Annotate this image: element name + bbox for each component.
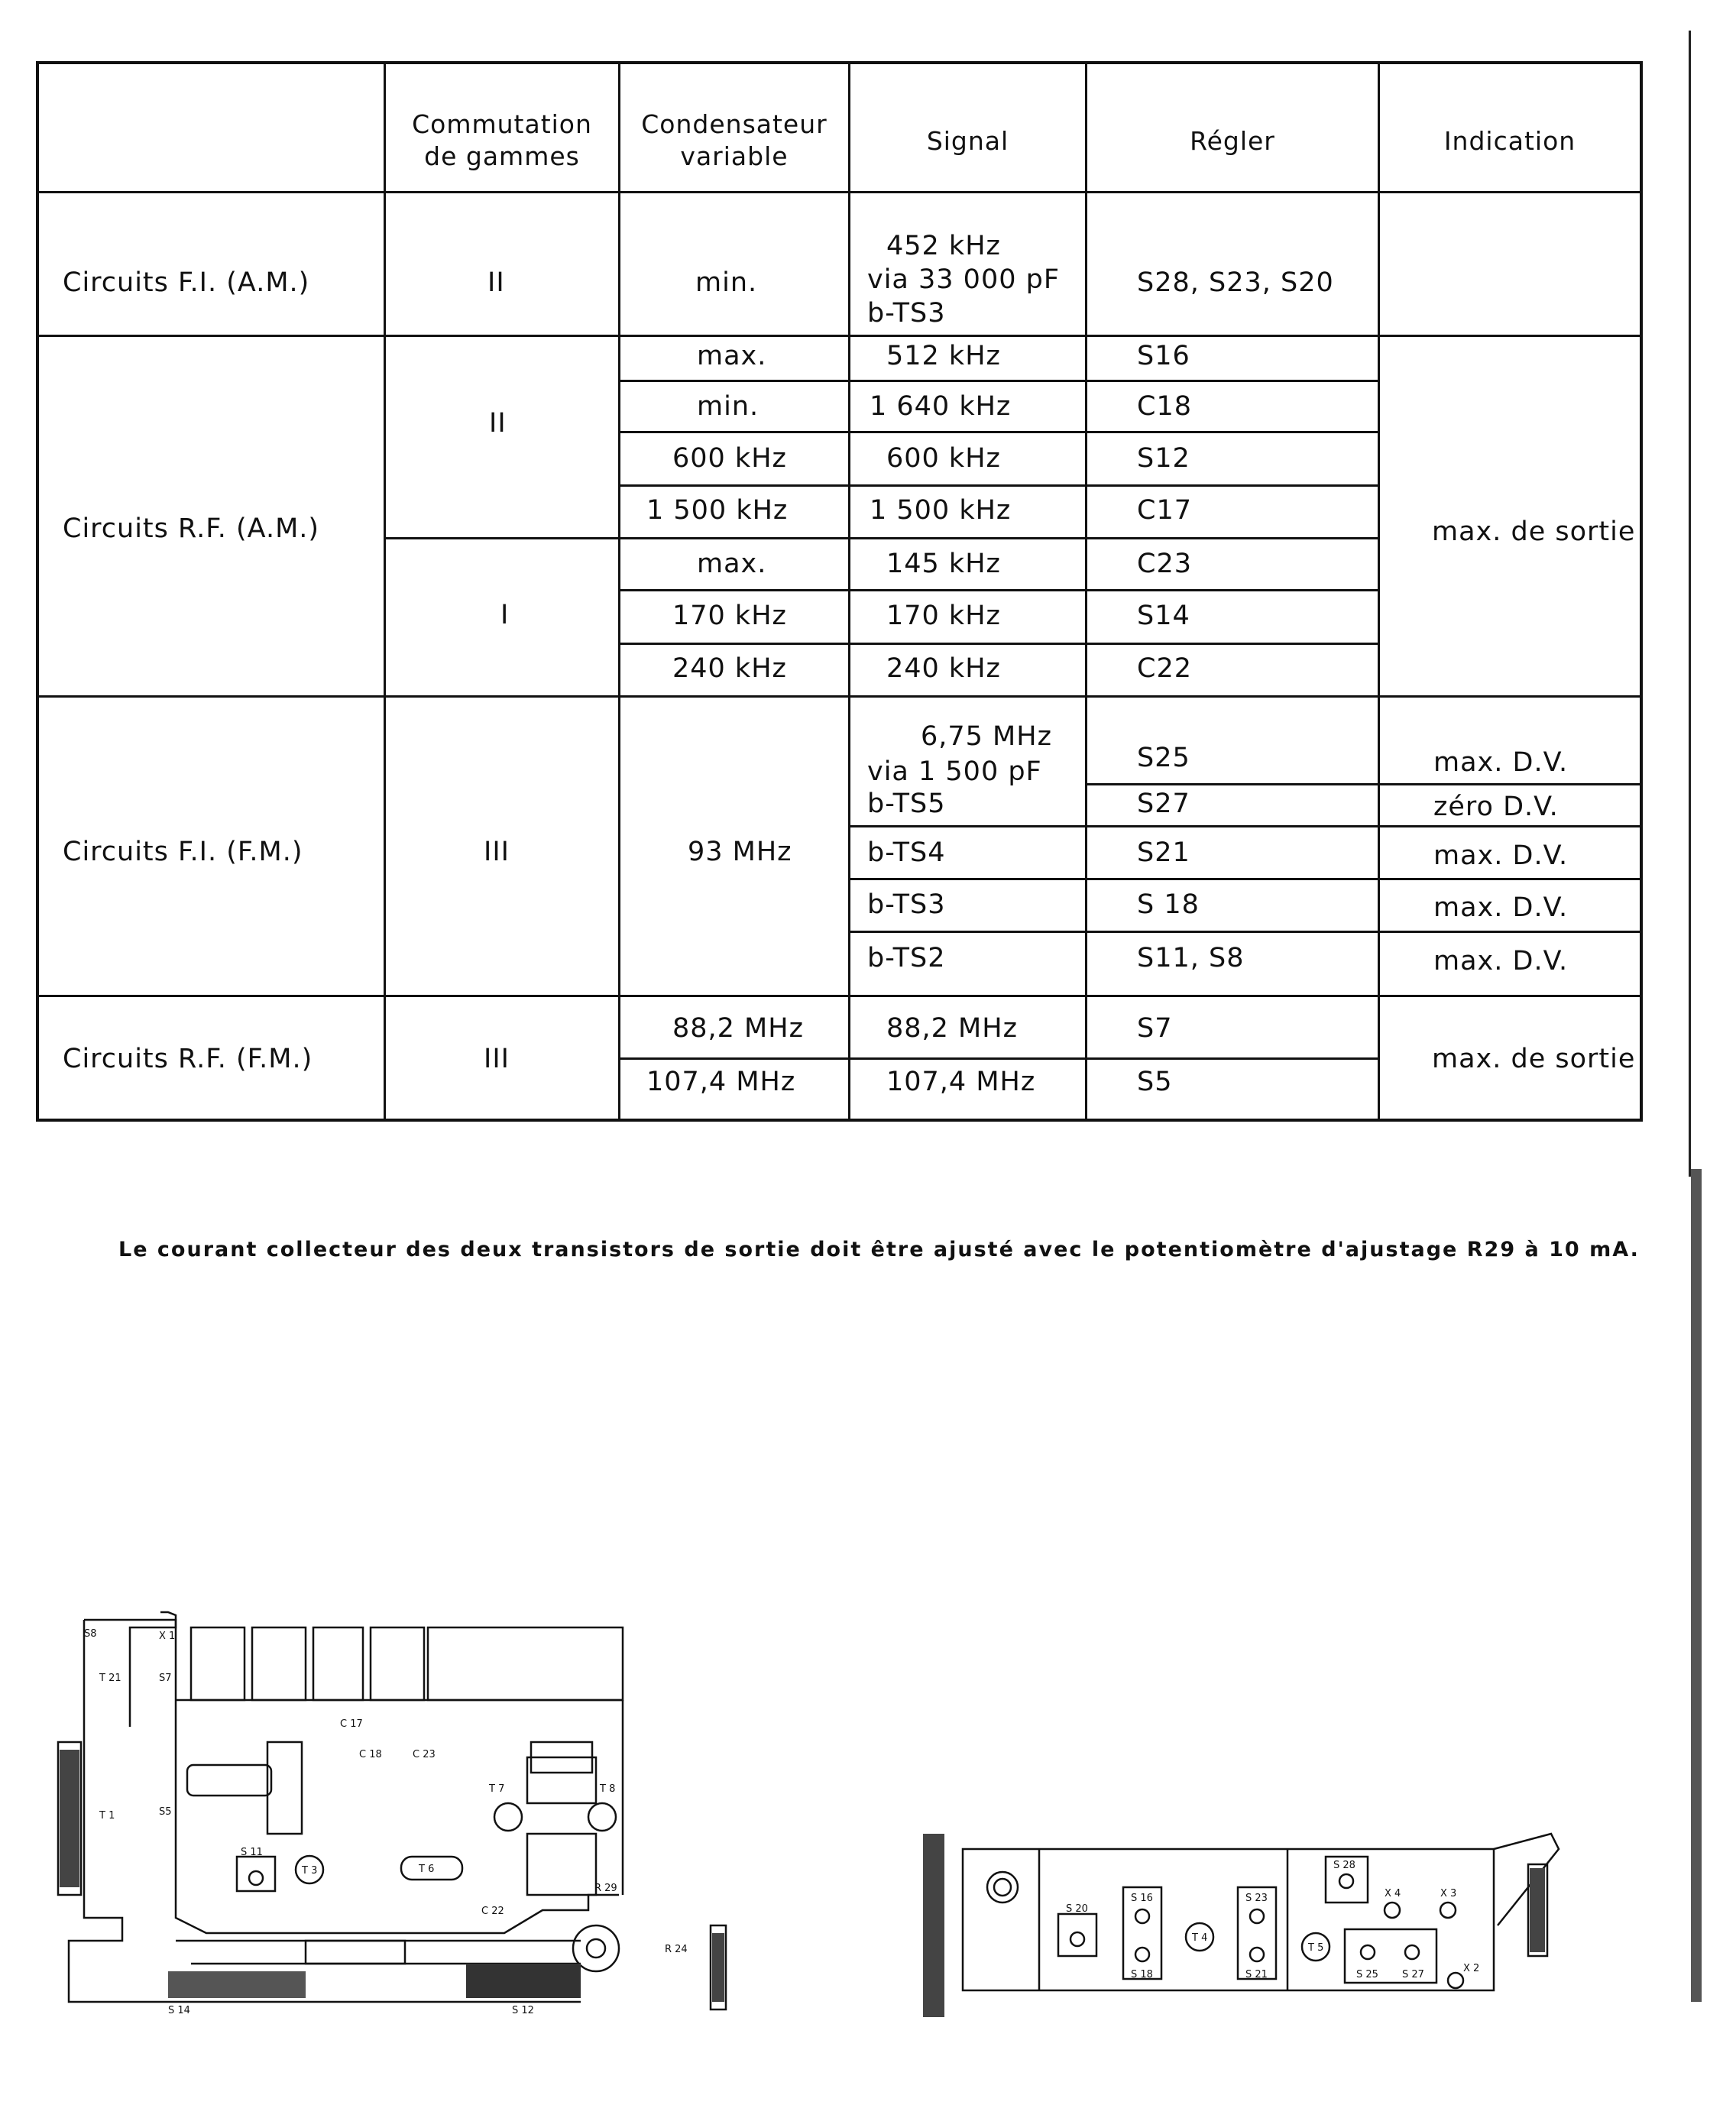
label-s12: S 12 xyxy=(512,2005,534,2016)
regler-value: C17 xyxy=(1137,495,1192,526)
label-t8: T 8 xyxy=(600,1783,616,1795)
signal-value: via 1 500 pF xyxy=(867,756,1042,787)
col-sep-1 xyxy=(384,61,386,1122)
regler-value: C18 xyxy=(1137,391,1192,422)
col-sep-2 xyxy=(618,61,620,1122)
chassis-outline xyxy=(69,1620,581,2002)
signal-value: b-TS2 xyxy=(867,943,946,973)
label-x3: X 3 xyxy=(1440,1888,1457,1899)
header-regler: Régler xyxy=(1190,126,1275,156)
regler-value: C22 xyxy=(1137,653,1192,684)
label-t6: T 6 xyxy=(419,1864,435,1875)
signal-value: 1 640 kHz xyxy=(870,391,1012,422)
condensateur-value: 240 kHz xyxy=(672,653,787,684)
label-c23: C 23 xyxy=(413,1749,436,1760)
row-line xyxy=(618,380,1380,382)
condensateur-value: min. xyxy=(697,391,760,422)
signal-value: 6,75 MHz xyxy=(921,721,1052,752)
signal-value: 170 kHz xyxy=(886,601,1001,631)
module-block xyxy=(313,1627,363,1700)
label-s11: S 11 xyxy=(241,1847,263,1858)
commutation-value: II xyxy=(489,408,507,439)
row-line xyxy=(1085,783,1643,785)
label-s16: S 16 xyxy=(1131,1893,1153,1904)
signal-value: 1 500 kHz xyxy=(870,495,1012,526)
header-indication: Indication xyxy=(1443,126,1576,156)
label-t1: T 1 xyxy=(99,1810,115,1822)
header-commutation: Commutation de gammes xyxy=(412,109,592,171)
regler-value: S14 xyxy=(1137,601,1190,631)
right-dial xyxy=(712,1933,724,2002)
x4-point xyxy=(1385,1903,1400,1918)
commutation-value: II xyxy=(487,267,505,298)
page-edge-shadow xyxy=(1691,1169,1702,2002)
commutation-value: III xyxy=(484,837,510,867)
regler-value: S16 xyxy=(1137,341,1190,371)
signal-value: b-TS3 xyxy=(867,889,946,920)
regler-value: S11, S8 xyxy=(1137,943,1245,973)
collector-current-note: Le courant collecteur des deux transistors de sortie doit être ajusté avec le potentiomètre d'ajustage R29 à 10 mA. xyxy=(118,1238,1640,1261)
table-border-left xyxy=(36,61,39,1122)
regler-value: C23 xyxy=(1137,549,1192,579)
indication-value: max. D.V. xyxy=(1433,892,1569,923)
left-dial xyxy=(60,1750,79,1887)
col-sep-5 xyxy=(1378,61,1380,1122)
section-sep-2 xyxy=(36,695,1643,698)
label-s23: S 23 xyxy=(1245,1893,1268,1904)
label-s20: S 20 xyxy=(1066,1903,1088,1915)
signal-value: 452 kHz xyxy=(886,231,1001,261)
label-s25: S 25 xyxy=(1356,1969,1378,1980)
signal-value: 88,2 MHz xyxy=(886,1013,1018,1044)
condensateur-value: 170 kHz xyxy=(672,601,787,631)
label-t3: T 3 xyxy=(302,1865,318,1877)
header-signal: Signal xyxy=(926,126,1009,156)
label-r29: R 29 xyxy=(594,1883,617,1894)
col-sep-3 xyxy=(848,61,850,1122)
t7-can xyxy=(494,1803,522,1831)
row-line xyxy=(618,537,1380,539)
row-line xyxy=(848,931,1643,933)
label-x2: X 2 xyxy=(1463,1963,1480,1974)
indication-value: zéro D.V. xyxy=(1433,792,1559,822)
regler-value: S28, S23, S20 xyxy=(1137,267,1334,298)
condensateur-value: 88,2 MHz xyxy=(672,1013,804,1044)
mount-hole xyxy=(987,1872,1018,1903)
label-t7: T 7 xyxy=(489,1783,505,1795)
label-s5: S5 xyxy=(159,1806,172,1818)
label-s28: S 28 xyxy=(1333,1860,1355,1871)
module-block xyxy=(371,1627,424,1700)
label-s27: S 27 xyxy=(1402,1969,1424,1980)
label-s18: S 18 xyxy=(1131,1969,1153,1980)
section-sep-1 xyxy=(36,335,1643,337)
signal-value: 600 kHz xyxy=(886,443,1001,474)
indication-value: max. de sortie xyxy=(1432,517,1636,547)
label-x4: X 4 xyxy=(1385,1888,1401,1899)
label-c18: C 18 xyxy=(359,1749,382,1760)
module-block xyxy=(191,1627,245,1700)
section-label-fi-fm: Circuits F.I. (F.M.) xyxy=(63,837,303,867)
signal-value: b-TS3 xyxy=(867,298,946,329)
label-t21: T 21 xyxy=(99,1673,121,1684)
chassis-diagram-right xyxy=(917,1826,1605,2025)
regler-value: S12 xyxy=(1137,443,1190,474)
condensateur-value: min. xyxy=(695,267,758,298)
header-sep xyxy=(36,191,1643,193)
indication-value: max. de sortie xyxy=(1432,1044,1636,1074)
label-s21: S 21 xyxy=(1245,1969,1268,1980)
label-c22: C 22 xyxy=(481,1906,504,1917)
signal-value: 512 kHz xyxy=(886,341,1001,371)
condensateur-value: 600 kHz xyxy=(672,443,787,474)
regler-value: S7 xyxy=(1137,1013,1173,1044)
signal-value: 240 kHz xyxy=(886,653,1001,684)
indication-value: max. D.V. xyxy=(1433,840,1569,871)
row-line xyxy=(848,825,1643,827)
x2-point xyxy=(1448,1973,1463,1988)
s14-band xyxy=(168,1971,306,1998)
indication-value: max. D.V. xyxy=(1433,747,1569,778)
chassis-diagram-left xyxy=(53,1605,741,2017)
signal-value: b-TS5 xyxy=(867,789,946,819)
signal-value: via 33 000 pF xyxy=(867,264,1060,295)
commutation-value: III xyxy=(484,1044,510,1074)
label-t5: T 5 xyxy=(1308,1942,1324,1954)
label-c17: C 17 xyxy=(340,1718,363,1730)
label-x1: X 1 xyxy=(159,1631,176,1642)
regler-value: S27 xyxy=(1137,789,1190,819)
table-border-top xyxy=(36,61,1643,64)
row-line xyxy=(618,484,1380,487)
condensateur-value: max. xyxy=(697,341,767,371)
signal-value: 107,4 MHz xyxy=(886,1067,1036,1097)
section-label-rf-fm: Circuits R.F. (F.M.) xyxy=(63,1044,313,1074)
row-line xyxy=(618,589,1380,591)
regler-value: S21 xyxy=(1137,837,1190,868)
row-line xyxy=(618,643,1380,645)
signal-value: 145 kHz xyxy=(886,549,1001,579)
label-s7: S7 xyxy=(159,1673,172,1684)
row-line xyxy=(618,1057,1380,1060)
row-line xyxy=(848,878,1643,880)
rod-antenna xyxy=(187,1765,271,1796)
tuner-coil xyxy=(267,1742,302,1834)
s20-box xyxy=(1058,1914,1096,1956)
page-edge-line xyxy=(1689,31,1691,1177)
indication-value: max. D.V. xyxy=(1433,946,1569,976)
chassis-outline xyxy=(130,1612,176,1727)
commutation-sep xyxy=(384,537,618,539)
label-r24: R 24 xyxy=(665,1944,688,1955)
s12-band xyxy=(466,1964,581,1998)
section-label-rf-am: Circuits R.F. (A.M.) xyxy=(63,513,320,544)
table-border-bottom xyxy=(36,1119,1643,1122)
module-block xyxy=(252,1627,306,1700)
condensateur-value: 1 500 kHz xyxy=(646,495,789,526)
regler-value: S5 xyxy=(1137,1067,1173,1097)
col-sep-4 xyxy=(1085,61,1087,1122)
condensateur-value: 107,4 MHz xyxy=(646,1067,796,1097)
table-border-right xyxy=(1640,61,1643,1122)
right-knob xyxy=(1530,1868,1545,1952)
t8-can xyxy=(588,1803,616,1831)
header-condensateur: Condensateur variable xyxy=(641,109,828,171)
regler-value: S25 xyxy=(1137,743,1190,773)
commutation-value: I xyxy=(500,600,510,630)
module-block xyxy=(428,1627,623,1700)
label-t4: T 4 xyxy=(1192,1932,1208,1944)
label-s14: S 14 xyxy=(168,2005,190,2016)
section-sep-3 xyxy=(36,995,1643,997)
chassis-outline xyxy=(176,1627,619,1933)
condensateur-value: 93 MHz xyxy=(688,837,792,867)
condensateur-value: max. xyxy=(697,549,767,579)
section-label-fi-am: Circuits F.I. (A.M.) xyxy=(63,267,310,298)
x3-point xyxy=(1440,1903,1456,1918)
signal-value: b-TS4 xyxy=(867,837,946,868)
label-s8: S8 xyxy=(84,1628,97,1640)
row-line xyxy=(618,431,1380,433)
regler-value: S 18 xyxy=(1137,889,1200,920)
left-knob xyxy=(923,1834,944,2017)
